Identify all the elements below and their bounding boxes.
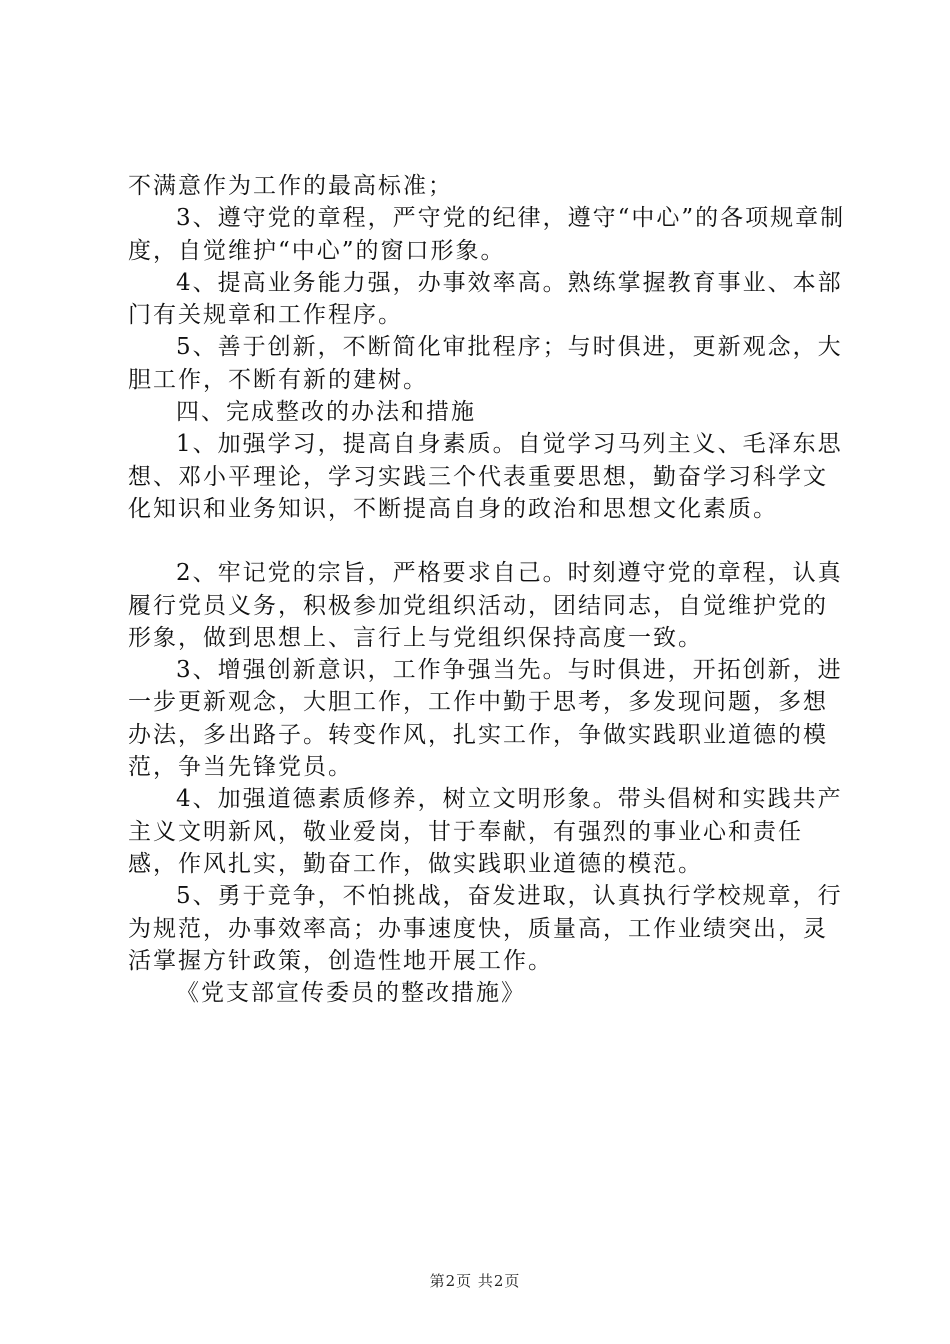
paragraph-measure-2-purpose: 2、牢记党的宗旨，严格要求自己。时刻遵守党的章程，认真履行党员义务，积极参加党组织活动，团结同志，自觉维护党的形象，做到思想上、言行上与党组织保持高度一致。: [128, 560, 843, 651]
page-indicator: 第2页 共2页: [429, 1272, 521, 1290]
paragraph-item-3-comply: 3、遵守党的章程，严守党的纪律，遵守“中心”的各项规章制度，自觉维护“中心”的窗口形象。: [128, 205, 846, 264]
paragraph-measure-1-study: 1、加强学习，提高自身素质。自觉学习马列主义、毛泽东思想、邓小平理论，学习实践三个代表重要思想，勤奋学习科学文化知识和业务知识，不断提高自身的政治和思想文化素质。: [128, 431, 843, 522]
paragraph-spacer: [128, 525, 848, 557]
section-heading-four: 四、完成整改的办法和措施: [176, 399, 476, 426]
paragraph-measure-5-compete: 5、勇于竞争，不怕挑战，奋发进取，认真执行学校规章，行为规范，办事效率高；办事速度快，质量高，工作业绩突出，灵活掌握方针政策，创造性地开展工作。: [128, 883, 843, 974]
document-title-reference: 《党支部宣传委员的整改措施》: [176, 980, 526, 1007]
paragraph-item-5-innovate: 5、善于创新，不断简化审批程序；与时俱进，更新观念，大胆工作，不断有新的建树。: [128, 334, 843, 393]
document-body: [128, 170, 848, 1009]
paragraph-measure-3-innovation: 3、增强创新意识，工作争强当先。与时俱进，开拓创新，进一步更新观念，大胆工作，工作中勤于思考，多发现问题，多想办法，多出路子。转变作风，扎实工作，争做实践职业道德的模范，争当先锋党员。: [128, 657, 843, 781]
paragraph-continuation: 不满意作为工作的最高标准；: [128, 173, 453, 199]
paragraph-measure-4-morality: 4、加强道德素质修养，树立文明形象。带头倡树和实践共产主义文明新风，敬业爱岗，甘于奉献，有强烈的事业心和责任感，作风扎实，勤奋工作，做实践职业道德的模范。: [128, 786, 843, 877]
paragraph-item-4-ability: 4、提高业务能力强，办事效率高。熟练掌握教育事业、本部门有关规章和工作程序。: [128, 269, 843, 329]
